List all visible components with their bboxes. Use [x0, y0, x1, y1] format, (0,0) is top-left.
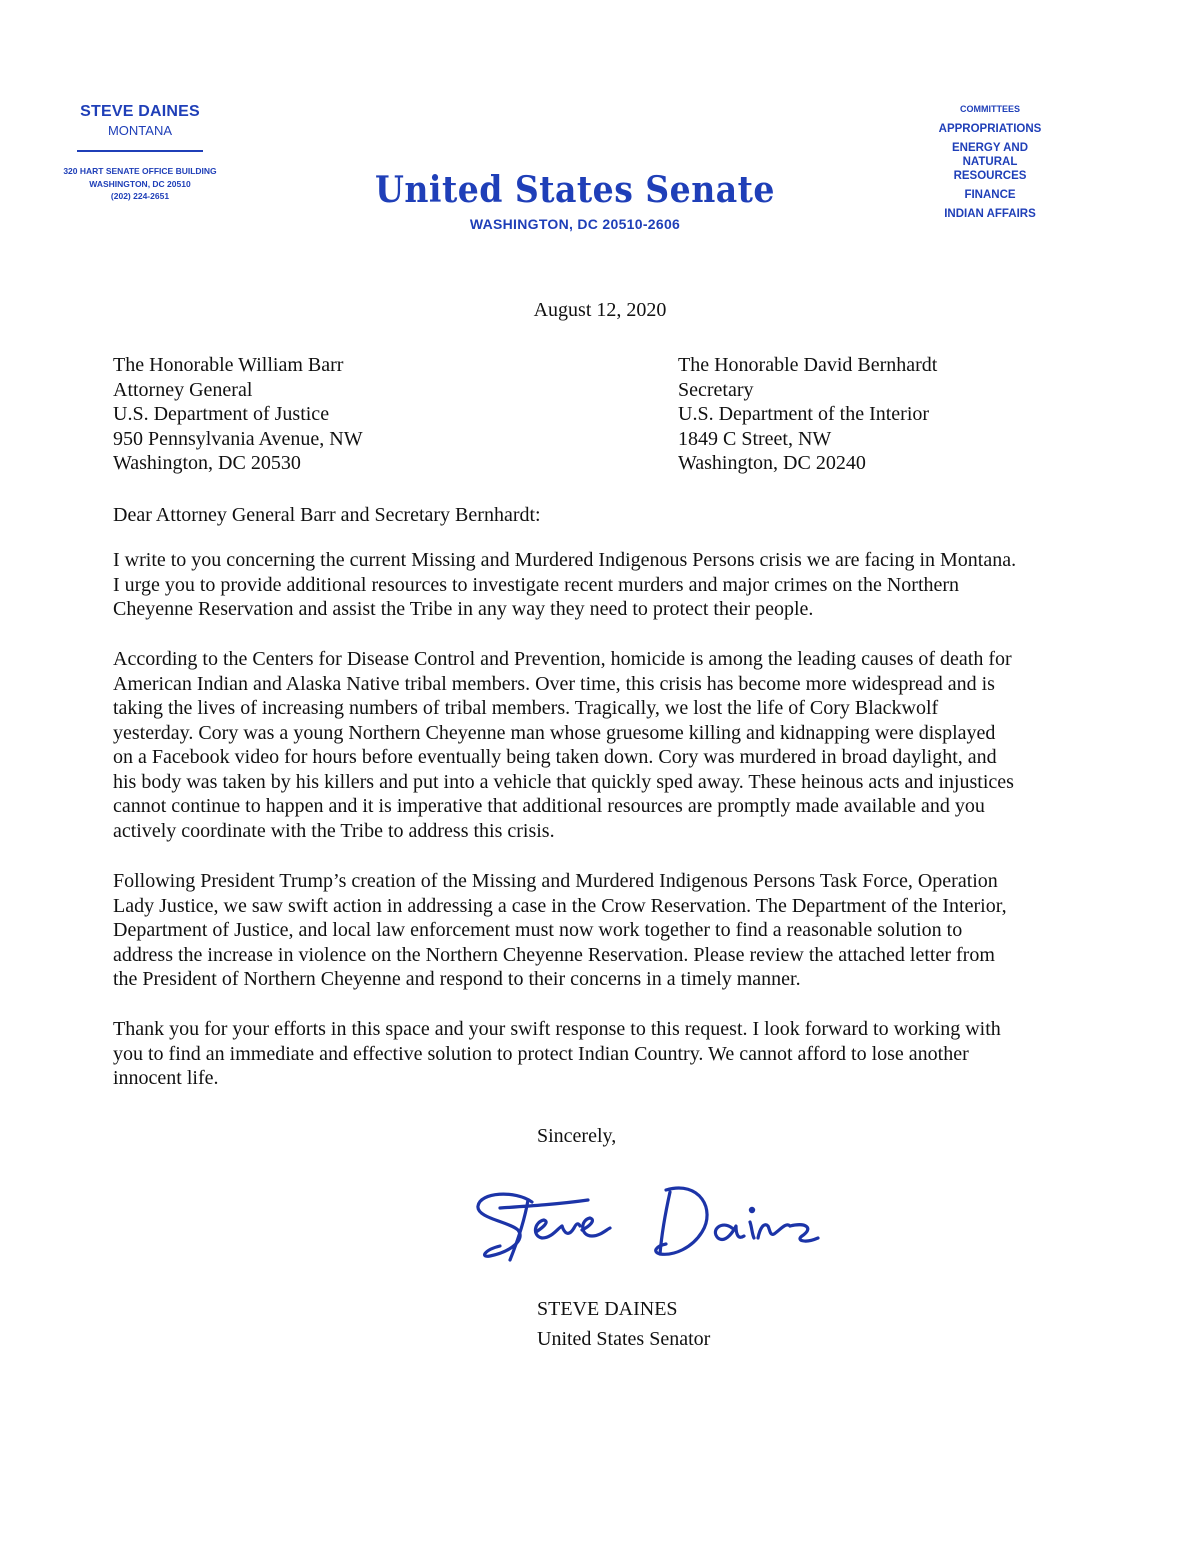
- office-phone: (202) 224-2651: [110, 191, 170, 201]
- recipient-name: The Honorable David Bernhardt: [678, 354, 938, 376]
- paragraph-line: I write to you concerning the current Missing and Murdered Indigenous Persons crisis we are facing in Montana.: [113, 549, 1017, 571]
- body-paragraph-4: [113, 1017, 1103, 1091]
- signatory-name: STEVE DAINES: [537, 1298, 678, 1320]
- letterhead-committees-block: [905, 104, 1075, 226]
- signatory-title: United States Senator: [537, 1328, 711, 1350]
- recipient-city: Washington, DC 20530: [113, 452, 301, 474]
- body-paragraph-3: [113, 869, 1103, 992]
- paragraph-line: According to the Centers for Disease Control and Prevention, homicide is among the leading causes of death for: [113, 648, 1012, 670]
- paragraph-line: Following President Trump’s creation of the Missing and Murdered Indigenous Persons Task Force, Operation: [113, 870, 998, 892]
- paragraph-line: Lady Justice, we saw swift action in addressing a case in the Crow Reservation. The Department of the Interior,: [113, 894, 1007, 917]
- office-address-line: WASHINGTON, DC 20510: [89, 178, 191, 189]
- paragraph-line: cannot continue to happen and it is imperative that additional resources are promptly made available and you: [113, 795, 985, 817]
- recipient-address-left: [113, 353, 363, 476]
- senate-address: WASHINGTON, DC 20510-2606: [469, 216, 681, 232]
- paragraph-line: his body was taken by his killers and put into a vehicle that quickly sped away. These heinous acts and injustices: [113, 770, 1014, 793]
- recipient-title: Attorney General: [113, 378, 253, 401]
- paragraph-line: Thank you for your efforts in this space and your swift response to this request. I look forward to working with: [113, 1018, 1001, 1040]
- recipient-street: 1849 C Street, NW: [678, 427, 832, 450]
- recipient-department: U.S. Department of the Interior: [678, 403, 930, 425]
- paragraph-line: innocent life.: [113, 1067, 219, 1089]
- recipient-address-right: [678, 353, 937, 476]
- letterhead-divider: [77, 150, 203, 152]
- paragraph-line: address the increase in violence on the Northern Cheyenne Reservation. Please review the attached letter from: [113, 943, 995, 966]
- paragraph-line: you to find an immediate and effective solution to protect Indian Country. We cannot afford to lose another: [113, 1042, 969, 1065]
- paragraph-line: actively coordinate with the Tribe to address this crisis.: [113, 819, 555, 842]
- paragraph-line: Department of Justice, and local law enforcement must now work together to find a reasonable solution to: [113, 919, 963, 941]
- body-paragraph-2: [113, 647, 1103, 843]
- recipient-department: U.S. Department of Justice: [113, 403, 330, 425]
- handwritten-signature: [470, 1170, 830, 1270]
- recipient-title: Secretary: [678, 378, 754, 401]
- paragraph-line: I urge you to provide additional resources to investigate recent murders and major crimes on the Northern: [113, 573, 960, 596]
- senate-title: United States Senate: [375, 169, 775, 211]
- letterhead-title-block: [350, 168, 800, 232]
- recipient-street: 950 Pennsylvania Avenue, NW: [113, 427, 363, 450]
- recipient-city: Washington, DC 20240: [678, 452, 866, 474]
- paragraph-line: on a Facebook video for hours before eventually being taken down. Cory was murdered in broad daylight, and: [113, 746, 997, 768]
- paragraph-line: taking the lives of increasing numbers of tribal members. Tragically, we lost the life of Cory Blackwolf: [113, 697, 939, 719]
- office-address: [40, 165, 240, 203]
- body-paragraph-1: [113, 548, 1103, 622]
- committee-item: APPROPRIATIONS: [938, 123, 1042, 135]
- signature-block: [537, 1294, 710, 1354]
- recipient-name: The Honorable William Barr: [113, 354, 344, 376]
- paragraph-line: Cheyenne Reservation and assist the Tribe in any way they need to protect their people.: [113, 598, 814, 620]
- senator-state: MONTANA: [107, 123, 173, 138]
- paragraph-line: American Indian and Alaska Native tribal members. Over time, this crisis has become more widespread and is: [113, 672, 995, 695]
- committee-item: FINANCE: [964, 189, 1016, 201]
- senator-name: STEVE DAINES: [80, 103, 200, 120]
- office-address-line: 320 HART SENATE OFFICE BUILDING: [63, 166, 217, 176]
- letter-date: August 12, 2020: [533, 299, 667, 321]
- salutation: Dear Attorney General Barr and Secretary Bernhardt:: [113, 504, 541, 526]
- committees-heading: COMMITTEES: [960, 104, 1020, 114]
- committee-item: INDIAN AFFAIRS: [944, 208, 1036, 220]
- paragraph-line: the President of Northern Cheyenne and respond to their concerns in a timely manner.: [113, 968, 801, 990]
- committee-item: ENERGY AND NATURAL RESOURCES: [951, 142, 1029, 182]
- closing: Sincerely,: [537, 1125, 617, 1147]
- paragraph-line: yesterday. Cory was a young Northern Cheyenne man whose gruesome killing and kidnapping were displayed: [113, 721, 996, 744]
- letterhead-senator-block: [40, 103, 240, 203]
